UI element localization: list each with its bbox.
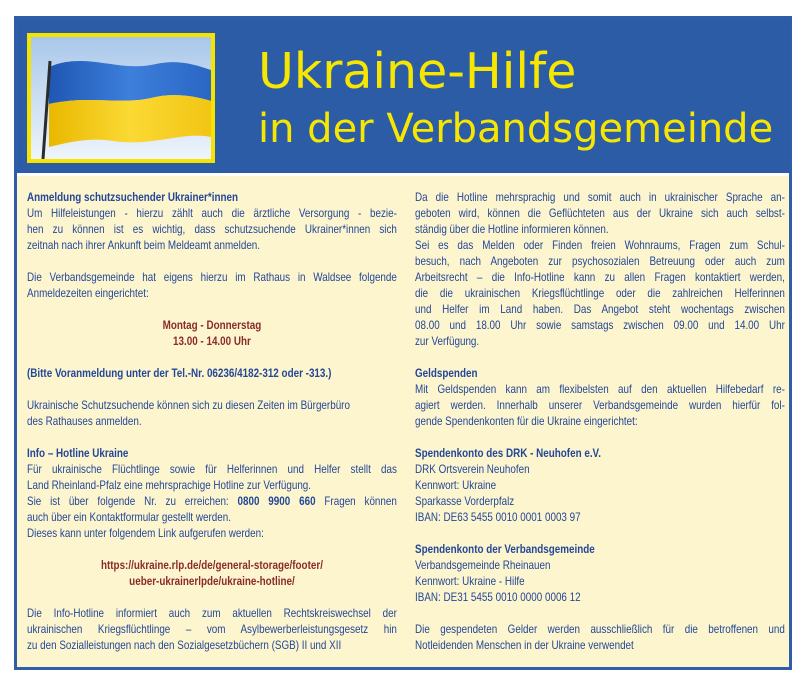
hotline-intro-line: Land Rheinland-Pfalz eine mehrsprachige Hotline zur Verfügung. [27,478,312,492]
vg-account-heading: Spendenkonto der Verbandsgemeinde [415,542,595,556]
registration-days: Montag - Donnerstag [162,318,262,332]
header-banner [17,19,789,176]
registration-note-line: des Rathauses anmelden. [27,414,142,428]
left-column [27,189,397,653]
donations-closing-line: Die gespendeten Gelder werden ausschließlich für die betroffenen und [415,622,785,636]
hotline-intro-line: Für ukrainische Flüchtlinge sowie für Helferinnen und Helfer stellt das [27,462,397,476]
drk-account-line: DRK Ortsverein Neuhofen [415,462,530,476]
ukraine-flag-image [27,33,215,163]
hotline-topics-line: die die ukrainischen Kriegsflüchtlinge oder die zahlreichen Helferinnen [415,286,785,300]
donations-heading: Geldspenden [415,366,478,380]
vg-account-iban: IBAN: DE31 5455 0010 0000 0006 12 [415,590,581,604]
registration-intro-line: hen zu können ist es wichtig, dass schutzsuchende Ukrainer*innen sich [27,222,397,236]
registration-intro-line: Um Hilfeleistungen - hierzu zählt auch die ärztliche Versorgung - bezie- [27,206,397,220]
donations-closing-line: Notleidenden Menschen in der Ukraine verwendet [415,638,634,652]
hotline-phone-suffix: Fragen können [324,494,397,508]
hotline-phone-line [27,493,397,509]
title-line-1: Ukraine-Hilfe [258,43,577,100]
spacer [415,349,785,365]
hotline-topics-line: Arbeitsrecht – die Info-Hotline kann zu allen Fragen kontaktiert werden, [415,270,785,284]
spacer [27,429,397,445]
hotline-url-line: ueber-ukrainerlpde/ukraine-hotline/ [129,574,295,588]
drk-account-heading: Spendenkonto des DRK - Neuhofen e.V. [415,446,601,460]
registration-heading: Anmeldung schutzsuchender Ukrainer*innen [27,190,239,204]
hotline-legal-line: Die Info-Hotline informiert auch zum aktuellen Rechtskreiswechsel der [27,606,397,620]
hotline-legal-line: ukrainischen Kriegsflüchtlinge – vom Asylbewerberleistungsgesetz hin [27,622,397,636]
hotline-multilingual-line: ständig über die Hotline informieren können. [415,222,609,236]
spacer [27,349,397,365]
hotline-contact-line: auch über ein Kontaktformular gestellt werden. [27,510,231,524]
drk-account-iban: IBAN: DE63 5455 0010 0001 0003 97 [415,510,581,524]
spacer [415,525,785,541]
registration-note-line: Ukrainische Schutzsuchende können sich zu diesen Zeiten im Bürgerbüro [27,398,350,412]
spacer [27,381,397,397]
vg-account-line: Kennwort: Ukraine - Hilfe [415,574,525,588]
spacer [27,541,397,557]
hotline-multilingual-line: geboten wird, können die Geflüchteten aus der Ukraine sich auch selbst- [415,206,785,220]
right-column [415,189,785,653]
registration-preregistration: (Bitte Voranmeldung unter der Tel.-Nr. 06236/4182-312 oder -313.) [27,366,332,380]
donations-intro-line: Mit Geldspenden kann am flexibelsten auf den aktuellen Hilfebedarf re- [415,382,785,396]
registration-time: 13.00 - 14.00 Uhr [173,334,251,348]
hotline-phone-number: 0800 9900 660 [237,494,316,508]
registration-intro-line: zeitnah nach ihrer Ankunft beim Meldeamt anmelden. [27,238,261,252]
spacer [27,253,397,269]
spacer [27,301,397,317]
spacer [415,429,785,445]
hotline-topics-line: 08.00 und 18.00 Uhr sowie samstags zwischen 09.00 und 14.00 Uhr [415,318,785,332]
registration-hours-intro-line: Anmeldezeiten eingerichtet: [27,286,149,300]
hotline-topics-line: und Helfer im Land haben. Das Angebot steht wochentags zwischen [415,302,785,316]
drk-account-line: Kennwort: Ukraine [415,478,497,492]
hotline-topics-line: zur Verfügung. [415,334,480,348]
hotline-topics-line: Sei es das Melden oder Finden freien Wohnraums, Fragen zum Schul- [415,238,785,252]
hotline-phone-prefix: Sie ist über folgende Nr. zu erreichen: [27,494,229,508]
spacer [415,605,785,621]
hotline-topics-line: besuch, nach Angeboten zur psychosozialen Betreuung oder auch zum [415,254,785,268]
title-line-2: in der Verbandsgemeinde [258,106,774,152]
spacer [27,589,397,605]
vg-account-line: Verbandsgemeinde Rheinauen [415,558,551,572]
hotline-heading: Info – Hotline Ukraine [27,446,129,460]
donations-intro-line: gende Spendenkonten für die Ukraine eingerichtet: [415,414,638,428]
hotline-contact-line: Dieses kann unter folgendem Link aufgerufen werden: [27,526,264,540]
hotline-multilingual-line: Da die Hotline mehrsprachig und somit auch in ukrainischer Sprache an- [415,190,785,204]
ukraine-flag-icon [31,37,211,159]
hotline-url-line: https://ukraine.rlp.de/de/general-storage/footer/ [100,558,323,572]
donations-intro-line: agiert werden. Innerhalb unserer Verbandsgemeinde wurden hierfür fol- [415,398,785,412]
registration-hours-intro-line: Die Verbandsgemeinde hat eigens hierzu im Rathaus in Waldsee folgende [27,270,397,284]
hotline-legal-line: zu den Sozialleistungen nach den Sozialgesetzbüchern (SGB) II und XII [27,638,342,652]
drk-account-line: Sparkasse Vorderpfalz [415,494,515,508]
